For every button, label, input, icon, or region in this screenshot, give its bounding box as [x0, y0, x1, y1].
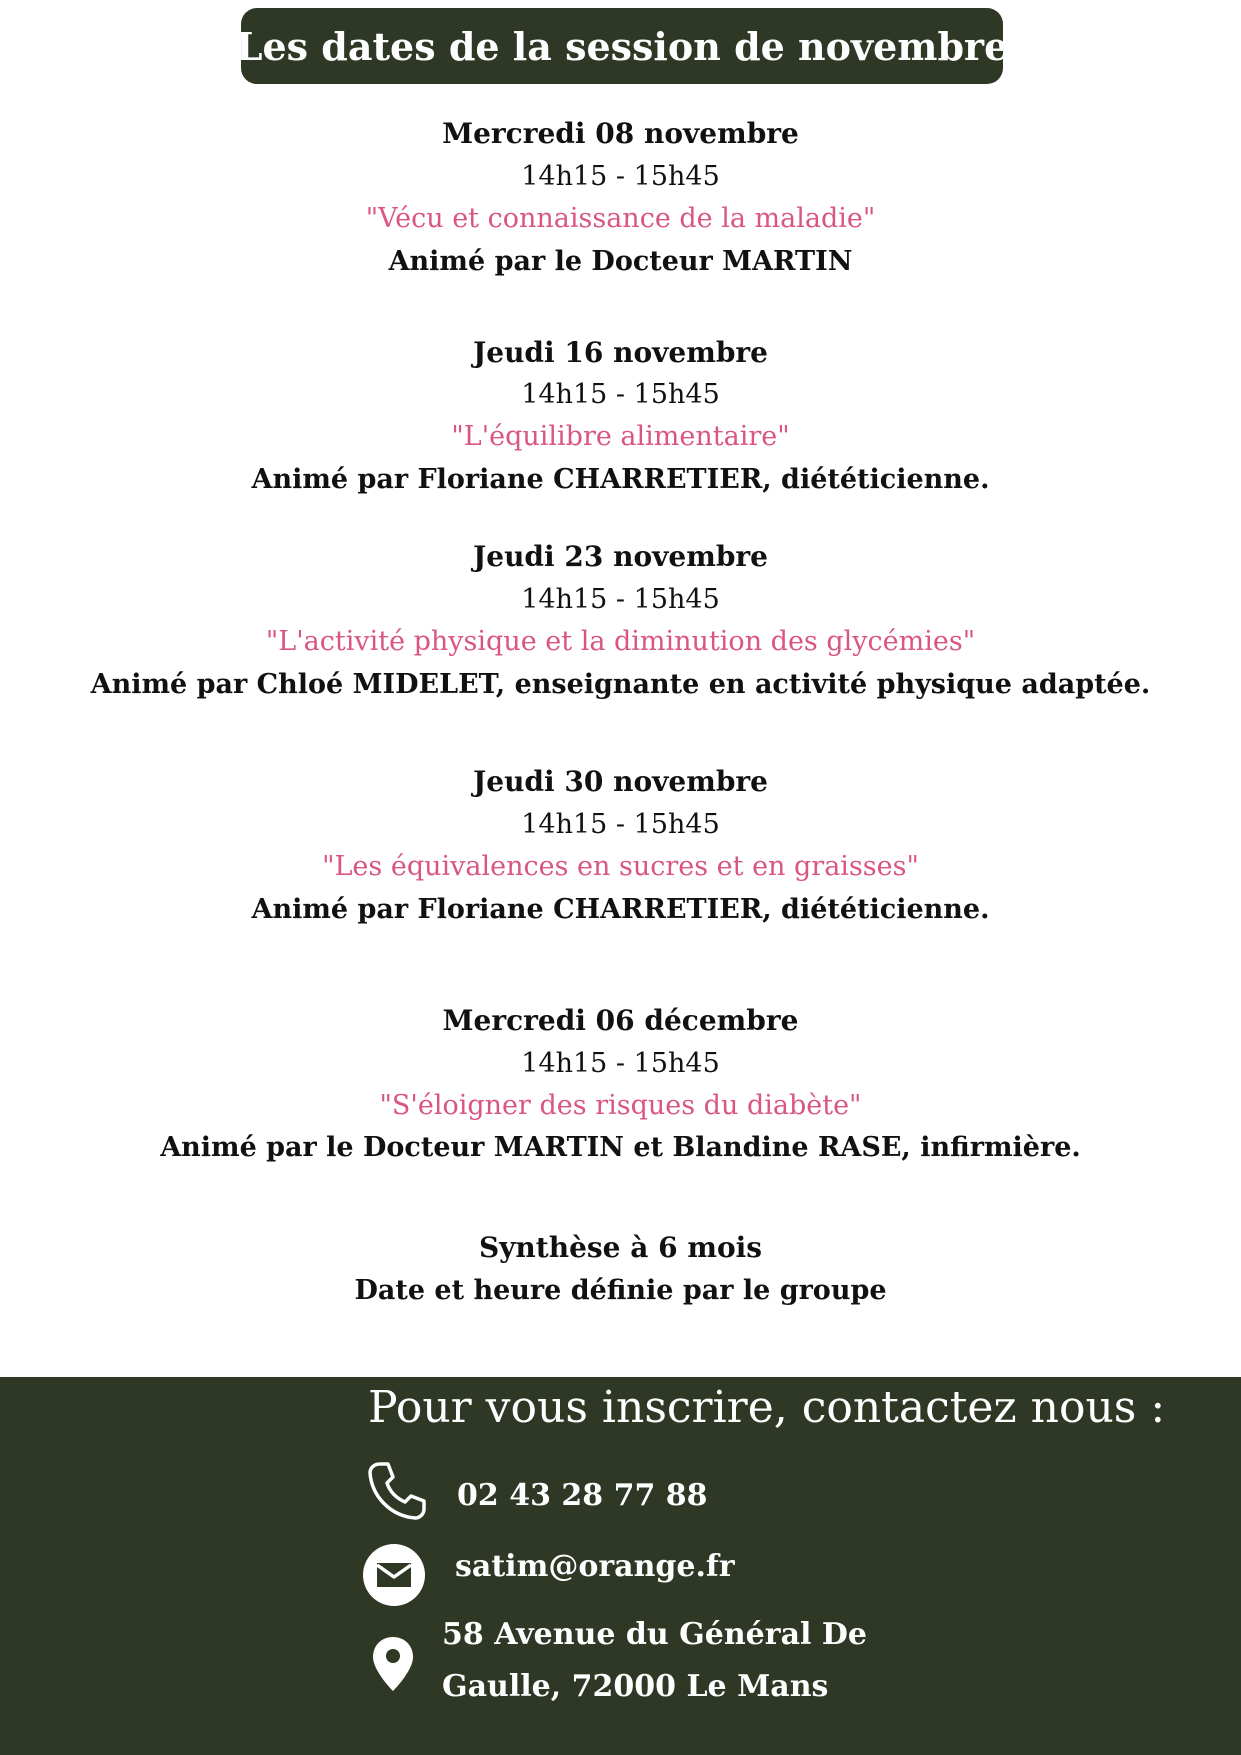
- session-date: Jeudi 30 novembre: [473, 765, 768, 798]
- session-topic: "L'activité physique et la diminution des glycémies": [265, 626, 976, 657]
- session-host: Animé par le Docteur MARTIN et Blandine RASE, infirmière.: [160, 1132, 1081, 1163]
- address-line-2: Gaulle, 72000 Le Mans: [442, 1669, 829, 1704]
- synthesis-title: Synthèse à 6 mois: [478, 1231, 763, 1264]
- session-time: 14h15 - 15h45: [521, 584, 720, 615]
- session-topic: "Vécu et connaissance de la maladie": [365, 203, 876, 234]
- session-host: Animé par Chloé MIDELET, enseignante en activité physique adaptée.: [90, 669, 1151, 700]
- page-title: Les dates de la session de novembre: [235, 23, 1009, 69]
- title-banner: [235, 8, 1009, 84]
- session-time: 14h15 - 15h45: [521, 1048, 720, 1079]
- session-host: Animé par Floriane CHARRETIER, diététicienne.: [251, 894, 990, 925]
- session-date: Mercredi 08 novembre: [442, 117, 799, 150]
- phone-icon: [366, 1460, 428, 1522]
- session-time: 14h15 - 15h45: [521, 161, 720, 192]
- session-date: Mercredi 06 décembre: [442, 1004, 799, 1037]
- contact-heading: Pour vous inscrire, contactez nous :: [368, 1382, 1166, 1433]
- phone-number[interactable]: 02 43 28 77 88: [457, 1478, 708, 1513]
- session-date: Jeudi 16 novembre: [473, 336, 768, 369]
- session-time: 14h15 - 15h45: [521, 379, 720, 410]
- session-topic: "L'équilibre alimentaire": [451, 421, 790, 452]
- synthesis-note: Date et heure définie par le groupe: [354, 1275, 887, 1306]
- address-line-1: 58 Avenue du Général De: [442, 1617, 867, 1652]
- session-date: Jeudi 23 novembre: [473, 540, 768, 573]
- session-host: Animé par le Docteur MARTIN: [388, 246, 853, 277]
- email-address[interactable]: satim@orange.fr: [455, 1549, 735, 1584]
- session-topic: "Les équivalences en sucres et en graisses": [322, 851, 919, 882]
- session-topic: "S'éloigner des risques du diabète": [379, 1090, 862, 1121]
- session-host: Animé par Floriane CHARRETIER, diététicienne.: [251, 464, 990, 495]
- session-time: 14h15 - 15h45: [521, 809, 720, 840]
- envelope-icon: [362, 1543, 426, 1607]
- map-pin-icon: [371, 1635, 415, 1693]
